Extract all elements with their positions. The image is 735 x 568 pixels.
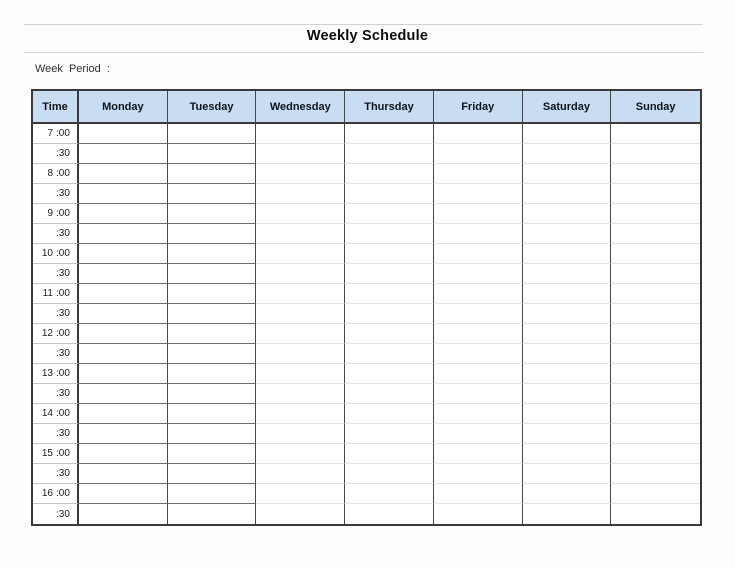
schedule-table [31, 89, 702, 526]
schedule-cell-friday[interactable] [434, 504, 523, 524]
schedule-cell-saturday[interactable] [523, 244, 612, 264]
schedule-cell-saturday[interactable] [523, 264, 612, 284]
schedule-cell-friday[interactable] [434, 344, 523, 364]
schedule-cell-friday[interactable] [434, 264, 523, 284]
schedule-cell-sunday[interactable] [611, 424, 700, 444]
schedule-cell-monday[interactable] [79, 124, 168, 144]
schedule-cell-wednesday[interactable] [256, 304, 345, 324]
title-divider-top [24, 24, 703, 25]
table-header-row [33, 91, 700, 124]
schedule-cell-friday[interactable] [434, 324, 523, 344]
schedule-cell-thursday[interactable] [345, 504, 434, 524]
schedule-cell-sunday[interactable] [611, 124, 700, 144]
schedule-cell-tuesday[interactable] [168, 184, 257, 204]
schedule-cell-wednesday[interactable] [256, 144, 345, 164]
schedule-cell-thursday[interactable] [345, 384, 434, 404]
schedule-cell-monday[interactable] [79, 164, 168, 184]
schedule-cell-wednesday[interactable] [256, 364, 345, 384]
column-header-friday: Friday [434, 91, 523, 122]
column-header-monday: Monday [79, 91, 168, 122]
schedule-cell-saturday[interactable] [523, 284, 612, 304]
schedule-cell-wednesday[interactable] [256, 184, 345, 204]
minute-label: :00 [56, 328, 70, 339]
time-cell [33, 144, 79, 164]
schedule-cell-wednesday[interactable] [256, 484, 345, 504]
schedule-cell-monday[interactable] [79, 484, 168, 504]
table-row [33, 284, 700, 304]
schedule-cell-tuesday[interactable] [168, 444, 257, 464]
time-cell [33, 504, 79, 524]
schedule-cell-wednesday[interactable] [256, 424, 345, 444]
schedule-cell-sunday[interactable] [611, 404, 700, 424]
hour-label: 7 [47, 128, 53, 139]
table-row [33, 484, 700, 504]
schedule-cell-monday[interactable] [79, 144, 168, 164]
table-row [33, 444, 700, 464]
schedule-cell-monday[interactable] [79, 404, 168, 424]
table-row [33, 464, 700, 484]
schedule-cell-sunday[interactable] [611, 284, 700, 304]
schedule-cell-thursday[interactable] [345, 124, 434, 144]
schedule-cell-sunday[interactable] [611, 344, 700, 364]
schedule-cell-tuesday[interactable] [168, 124, 257, 144]
minute-label: :30 [56, 388, 70, 399]
table-row [33, 144, 700, 164]
time-cell [33, 124, 79, 144]
table-row [33, 324, 700, 344]
schedule-cell-saturday[interactable] [523, 144, 612, 164]
time-cell [33, 184, 79, 204]
table-row [33, 184, 700, 204]
schedule-cell-tuesday[interactable] [168, 344, 257, 364]
schedule-cell-sunday[interactable] [611, 184, 700, 204]
schedule-cell-wednesday[interactable] [256, 244, 345, 264]
table-row [33, 424, 700, 444]
schedule-cell-tuesday[interactable] [168, 484, 257, 504]
time-cell [33, 324, 79, 344]
schedule-cell-thursday[interactable] [345, 404, 434, 424]
schedule-cell-tuesday[interactable] [168, 304, 257, 324]
table-row [33, 244, 700, 264]
time-cell [33, 404, 79, 424]
schedule-cell-sunday[interactable] [611, 324, 700, 344]
schedule-cell-wednesday[interactable] [256, 124, 345, 144]
schedule-cell-tuesday[interactable] [168, 464, 257, 484]
schedule-cell-friday[interactable] [434, 224, 523, 244]
table-row [33, 344, 700, 364]
hour-label: 13 [41, 368, 53, 379]
schedule-cell-sunday[interactable] [611, 304, 700, 324]
schedule-cell-saturday[interactable] [523, 484, 612, 504]
schedule-cell-tuesday[interactable] [168, 244, 257, 264]
minute-label: :00 [56, 408, 70, 419]
schedule-cell-monday[interactable] [79, 284, 168, 304]
schedule-cell-monday[interactable] [79, 364, 168, 384]
schedule-cell-tuesday[interactable] [168, 284, 257, 304]
schedule-cell-monday[interactable] [79, 264, 168, 284]
minute-label: :00 [56, 168, 70, 179]
schedule-cell-friday[interactable] [434, 144, 523, 164]
minute-label: :00 [56, 248, 70, 259]
minute-label: :30 [56, 468, 70, 479]
minute-label: :30 [56, 228, 70, 239]
time-cell [33, 244, 79, 264]
schedule-cell-friday[interactable] [434, 184, 523, 204]
schedule-cell-thursday[interactable] [345, 164, 434, 184]
column-header-tuesday: Tuesday [168, 91, 257, 122]
schedule-cell-thursday[interactable] [345, 344, 434, 364]
column-header-saturday: Saturday [523, 91, 612, 122]
schedule-cell-friday[interactable] [434, 124, 523, 144]
schedule-cell-thursday[interactable] [345, 364, 434, 384]
schedule-cell-thursday[interactable] [345, 264, 434, 284]
schedule-cell-thursday[interactable] [345, 464, 434, 484]
column-header-time: Time [33, 91, 79, 122]
schedule-cell-wednesday[interactable] [256, 444, 345, 464]
column-header-thursday: Thursday [345, 91, 434, 122]
hour-label: 15 [41, 448, 53, 459]
schedule-cell-tuesday[interactable] [168, 164, 257, 184]
minute-label: :30 [56, 508, 70, 520]
schedule-cell-saturday[interactable] [523, 204, 612, 224]
schedule-cell-tuesday[interactable] [168, 264, 257, 284]
time-cell [33, 264, 79, 284]
schedule-cell-wednesday[interactable] [256, 264, 345, 284]
minute-label: :00 [56, 208, 70, 219]
schedule-cell-saturday[interactable] [523, 424, 612, 444]
minute-label: :30 [56, 308, 70, 319]
schedule-cell-monday[interactable] [79, 244, 168, 264]
time-cell [33, 364, 79, 384]
time-cell [33, 484, 79, 504]
table-body [33, 124, 700, 524]
schedule-cell-friday[interactable] [434, 464, 523, 484]
schedule-cell-monday[interactable] [79, 324, 168, 344]
schedule-cell-tuesday[interactable] [168, 424, 257, 444]
schedule-cell-thursday[interactable] [345, 424, 434, 444]
table-row [33, 164, 700, 184]
table-row [33, 124, 700, 144]
minute-label: :30 [56, 188, 70, 199]
schedule-cell-saturday[interactable] [523, 304, 612, 324]
schedule-cell-monday[interactable] [79, 344, 168, 364]
schedule-cell-tuesday[interactable] [168, 404, 257, 424]
schedule-cell-wednesday[interactable] [256, 384, 345, 404]
column-header-wednesday: Wednesday [256, 91, 345, 122]
hour-label: 9 [47, 208, 53, 219]
minute-label: :00 [56, 288, 70, 299]
schedule-cell-sunday[interactable] [611, 204, 700, 224]
minute-label: :30 [56, 268, 70, 279]
schedule-cell-saturday[interactable] [523, 504, 612, 524]
schedule-cell-saturday[interactable] [523, 364, 612, 384]
schedule-cell-saturday[interactable] [523, 224, 612, 244]
table-row [33, 304, 700, 324]
time-cell [33, 464, 79, 484]
schedule-cell-monday[interactable] [79, 204, 168, 224]
schedule-cell-saturday[interactable] [523, 344, 612, 364]
schedule-cell-monday[interactable] [79, 224, 168, 244]
schedule-cell-saturday[interactable] [523, 324, 612, 344]
time-cell [33, 424, 79, 444]
schedule-cell-friday[interactable] [434, 444, 523, 464]
time-cell [33, 284, 79, 304]
schedule-cell-sunday[interactable] [611, 144, 700, 164]
schedule-cell-thursday[interactable] [345, 224, 434, 244]
schedule-cell-saturday[interactable] [523, 184, 612, 204]
table-row [33, 224, 700, 244]
minute-label: :00 [56, 488, 70, 499]
hour-label: 11 [42, 288, 53, 299]
schedule-cell-tuesday[interactable] [168, 204, 257, 224]
schedule-cell-wednesday[interactable] [256, 344, 345, 364]
time-cell [33, 164, 79, 184]
schedule-cell-thursday[interactable] [345, 284, 434, 304]
table-row [33, 504, 700, 524]
schedule-cell-wednesday[interactable] [256, 204, 345, 224]
table-row [33, 264, 700, 284]
schedule-cell-wednesday[interactable] [256, 504, 345, 524]
schedule-cell-friday[interactable] [434, 204, 523, 224]
schedule-cell-thursday[interactable] [345, 184, 434, 204]
schedule-cell-thursday[interactable] [345, 444, 434, 464]
time-cell [33, 444, 79, 464]
time-cell [33, 304, 79, 324]
schedule-cell-saturday[interactable] [523, 464, 612, 484]
schedule-cell-monday[interactable] [79, 184, 168, 204]
schedule-cell-sunday[interactable] [611, 244, 700, 264]
schedule-cell-sunday[interactable] [611, 384, 700, 404]
time-cell [33, 204, 79, 224]
schedule-cell-thursday[interactable] [345, 244, 434, 264]
schedule-cell-monday[interactable] [79, 304, 168, 324]
table-row [33, 404, 700, 424]
table-row [33, 384, 700, 404]
minute-label: :30 [56, 148, 70, 159]
schedule-cell-wednesday[interactable] [256, 224, 345, 244]
schedule-cell-wednesday[interactable] [256, 404, 345, 424]
schedule-cell-friday[interactable] [434, 404, 523, 424]
schedule-cell-saturday[interactable] [523, 384, 612, 404]
schedule-cell-wednesday[interactable] [256, 284, 345, 304]
hour-label: 12 [41, 328, 53, 339]
schedule-cell-friday[interactable] [434, 424, 523, 444]
schedule-cell-sunday[interactable] [611, 364, 700, 384]
schedule-cell-sunday[interactable] [611, 164, 700, 184]
schedule-cell-saturday[interactable] [523, 444, 612, 464]
schedule-cell-friday[interactable] [434, 384, 523, 404]
schedule-cell-thursday[interactable] [345, 304, 434, 324]
schedule-cell-friday[interactable] [434, 284, 523, 304]
column-header-sunday: Sunday [635, 100, 676, 113]
table-row [33, 364, 700, 384]
schedule-cell-monday[interactable] [79, 464, 168, 484]
schedule-cell-friday[interactable] [434, 304, 523, 324]
minute-label: :00 [56, 448, 70, 459]
hour-label: 14 [41, 408, 53, 419]
hour-label: 16 [41, 488, 53, 499]
week-period-label: Week Period : [35, 63, 110, 75]
time-cell [33, 224, 79, 244]
minute-label: :30 [56, 428, 70, 439]
schedule-cell-tuesday[interactable] [168, 224, 257, 244]
schedule-cell-friday[interactable] [434, 244, 523, 264]
schedule-cell-thursday[interactable] [345, 324, 434, 344]
schedule-cell-sunday[interactable] [611, 224, 700, 244]
schedule-cell-wednesday[interactable] [256, 324, 345, 344]
schedule-cell-sunday[interactable] [611, 504, 700, 524]
schedule-cell-sunday[interactable] [611, 464, 700, 484]
schedule-cell-thursday[interactable] [345, 484, 434, 504]
time-cell [33, 344, 79, 364]
page-title: Weekly Schedule [306, 28, 429, 44]
schedule-cell-tuesday[interactable] [168, 144, 257, 164]
hour-label: 10 [41, 248, 53, 259]
schedule-cell-tuesday[interactable] [168, 364, 257, 384]
schedule-cell-thursday[interactable] [345, 204, 434, 224]
schedule-cell-friday[interactable] [434, 484, 523, 504]
schedule-cell-saturday[interactable] [523, 404, 612, 424]
schedule-cell-sunday[interactable] [611, 444, 700, 464]
schedule-cell-monday[interactable] [79, 444, 168, 464]
schedule-cell-monday[interactable] [79, 424, 168, 444]
schedule-cell-friday[interactable] [434, 164, 523, 184]
title-divider-bottom [24, 52, 703, 53]
schedule-cell-sunday[interactable] [611, 484, 700, 504]
schedule-cell-wednesday[interactable] [256, 164, 345, 184]
table-row [33, 204, 700, 224]
schedule-cell-wednesday[interactable] [256, 464, 345, 484]
schedule-cell-thursday[interactable] [345, 144, 434, 164]
minute-label: :00 [56, 368, 70, 379]
minute-label: :00 [56, 128, 70, 139]
schedule-cell-tuesday[interactable] [168, 384, 257, 404]
schedule-cell-friday[interactable] [434, 364, 523, 384]
time-cell [33, 384, 79, 404]
schedule-cell-saturday[interactable] [523, 164, 612, 184]
schedule-cell-monday[interactable] [79, 504, 168, 524]
schedule-cell-saturday[interactable] [523, 124, 612, 144]
schedule-cell-monday[interactable] [79, 384, 168, 404]
schedule-cell-tuesday[interactable] [168, 324, 257, 344]
schedule-cell-tuesday[interactable] [168, 504, 257, 524]
schedule-cell-sunday[interactable] [611, 264, 700, 284]
hour-label: 8 [47, 168, 53, 179]
minute-label: :30 [56, 348, 70, 359]
